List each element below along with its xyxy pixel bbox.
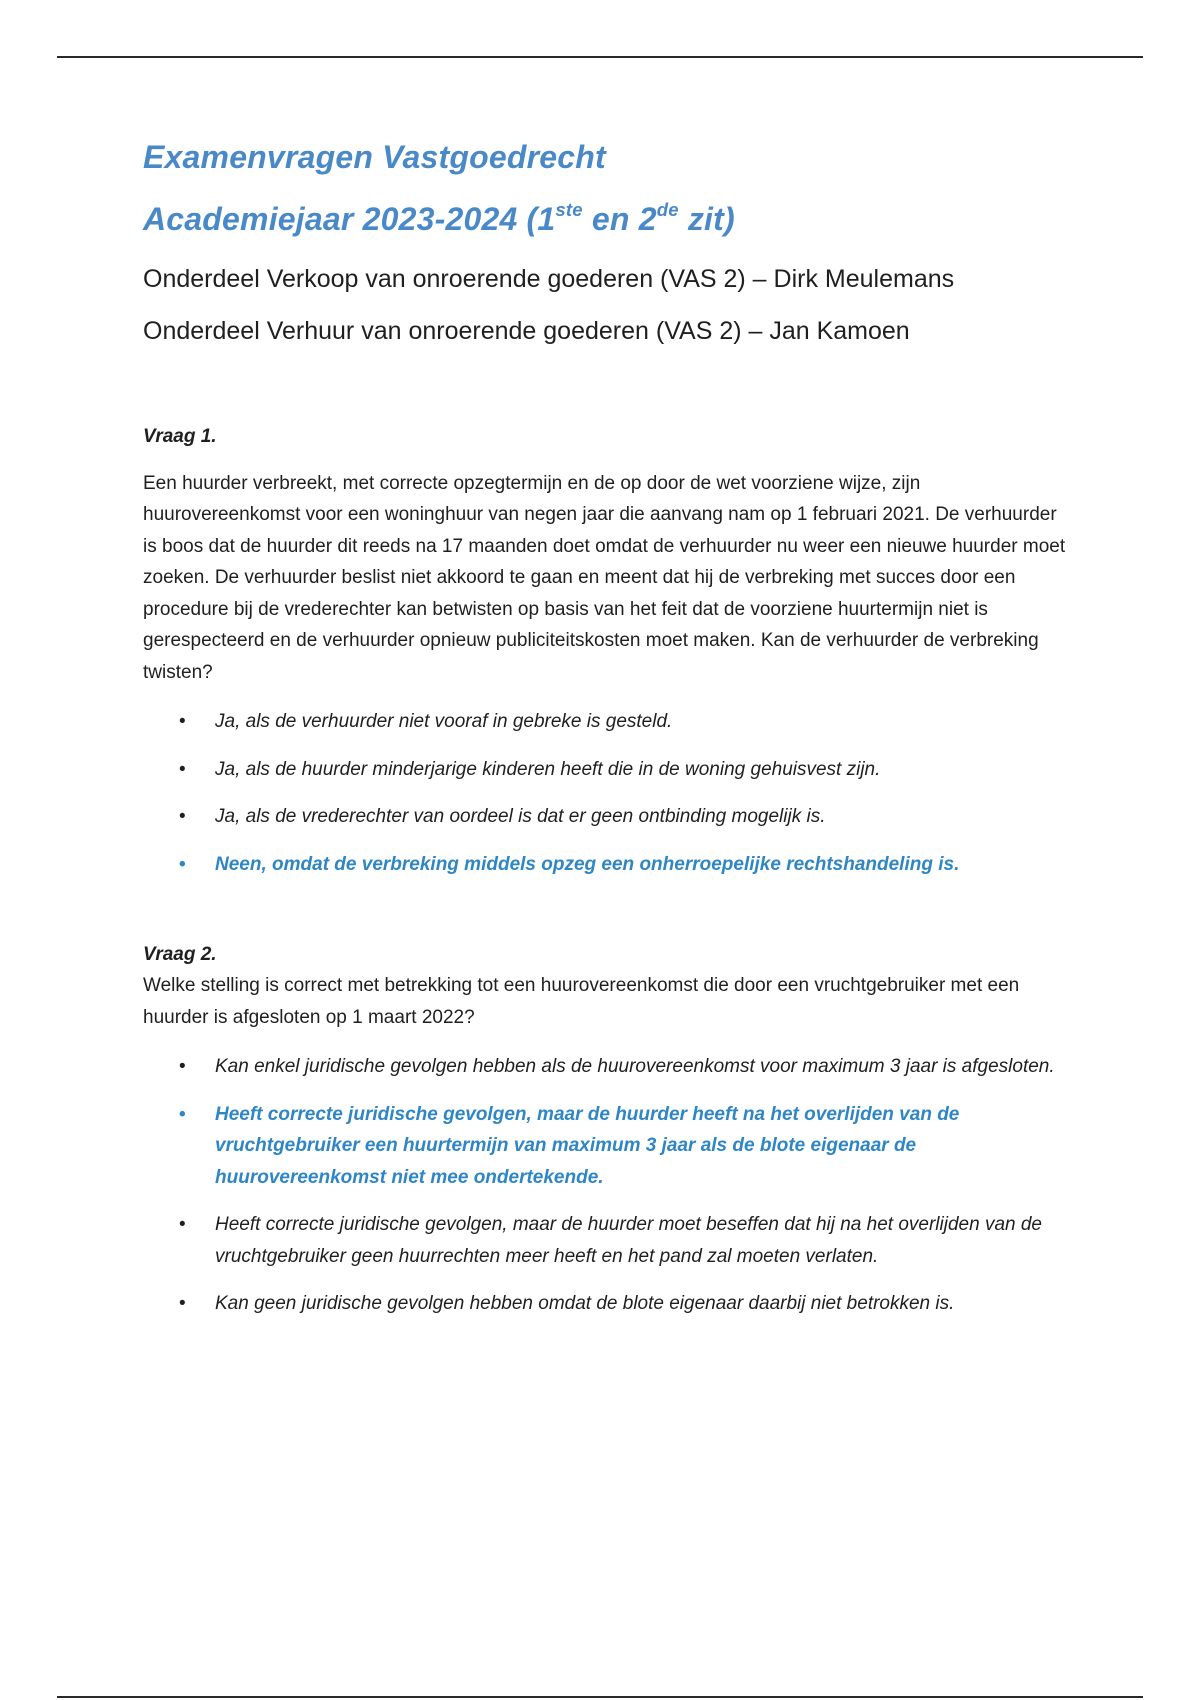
question-label: Vraag 1.	[143, 425, 217, 447]
option-text: Neen, omdat de verbreking middels opzeg een onherroepelijke rechtshandeling is.	[215, 853, 960, 875]
academic-year-mid: en 2	[582, 201, 657, 238]
option-text: Heeft correcte juridische gevolgen, maar de huurder heeft na het overlijden van de vruchtgebruiker een huurtermijn van maximum 3 jaar als de blote eigenaar de huurovereenkomst niet mee ondertekende.	[215, 1103, 960, 1188]
question-1	[143, 426, 1073, 881]
answer-option	[143, 754, 1073, 786]
option-text: Heeft correcte juridische gevolgen, maar de huurder moet beseffen dat hij na het overlijden van de vruchtgebruiker geen huurrechten meer heeft en het pand zal moeten verlaten.	[215, 1214, 1042, 1267]
bullet-icon: •	[179, 1293, 186, 1315]
bullet-icon: •	[179, 1056, 186, 1078]
bullet-icon: •	[179, 853, 186, 875]
answer-option	[143, 1288, 1073, 1320]
question-text: Welke stelling is correct met betrekking tot een huurovereenkomst die door een vruchtgebruiker met een huurder is afgesloten op 1 maart 2022?	[143, 975, 1020, 1028]
page-content	[143, 138, 1073, 1336]
option-text: Ja, als de huurder minderjarige kinderen heeft die in de woning gehuisvest zijn.	[215, 758, 881, 780]
first-superscript: ste	[555, 198, 583, 220]
academic-year-suffix: zit)	[678, 201, 735, 238]
correct-answer-option	[143, 1099, 1073, 1194]
question-2	[143, 944, 1073, 1320]
answer-option	[143, 801, 1073, 833]
option-text: Kan geen juridische gevolgen hebben omdat de blote eigenaar daarbij niet betrokken is.	[215, 1293, 955, 1315]
option-text: Ja, als de vrederechter van oordeel is dat er geen ontbinding mogelijk is.	[215, 806, 826, 828]
answer-options	[143, 1051, 1073, 1320]
bullet-icon: •	[179, 1214, 186, 1236]
header-rule	[57, 56, 1143, 58]
bullet-icon: •	[179, 711, 186, 733]
bullet-icon: •	[179, 806, 186, 828]
answer-option	[143, 1051, 1073, 1083]
option-text: Ja, als de verhuurder niet vooraf in gebreke is gesteld.	[215, 711, 673, 733]
subtitle-verhuur: Onderdeel Verhuur van onroerende goederen (VAS 2) – Jan Kamoen	[143, 317, 910, 346]
answer-option	[143, 706, 1073, 738]
question-text: Een huurder verbreekt, met correcte opzegtermijn en de op door de wet voorziene wijze, zijn huurovereenkomst voor een woninghuur van negen jaar die aanvang nam op 1 februari 2021. De verhuurder is boos dat de huurder dit reeds na 17 maanden doet omdat de verhuurder nu weer een nieuwe huurder moet zoeken. De verhuurder beslist niet akkoord te gaan en meent dat hij de verbreking met succes door een procedure bij de vrederechter kan betwisten op basis van het feit dat de voorziene huurtermijn niet is gerespecteerd en de verhuurder opnieuw publiciteitskosten moet maken. Kan de verhuurder de verbreking twisten?	[143, 472, 1066, 683]
second-superscript: de	[656, 198, 679, 220]
bullet-icon: •	[179, 1103, 186, 1125]
option-text: Kan enkel juridische gevolgen hebben als de huurovereenkomst voor maximum 3 jaar is afgesloten.	[215, 1056, 1055, 1078]
answer-options	[143, 706, 1073, 880]
document-title: Examenvragen Vastgoedrecht	[143, 139, 606, 175]
bullet-icon: •	[179, 758, 186, 780]
footer-rule	[57, 1696, 1143, 1698]
academic-year-title	[143, 200, 1073, 238]
correct-answer-option	[143, 849, 1073, 881]
question-label: Vraag 2.	[143, 944, 217, 966]
answer-option	[143, 1209, 1073, 1272]
subtitle-verkoop: Onderdeel Verkoop van onroerende goederen (VAS 2) – Dirk Meulemans	[143, 264, 955, 293]
academic-year-prefix: Academiejaar 2023-2024 (1	[143, 201, 556, 238]
